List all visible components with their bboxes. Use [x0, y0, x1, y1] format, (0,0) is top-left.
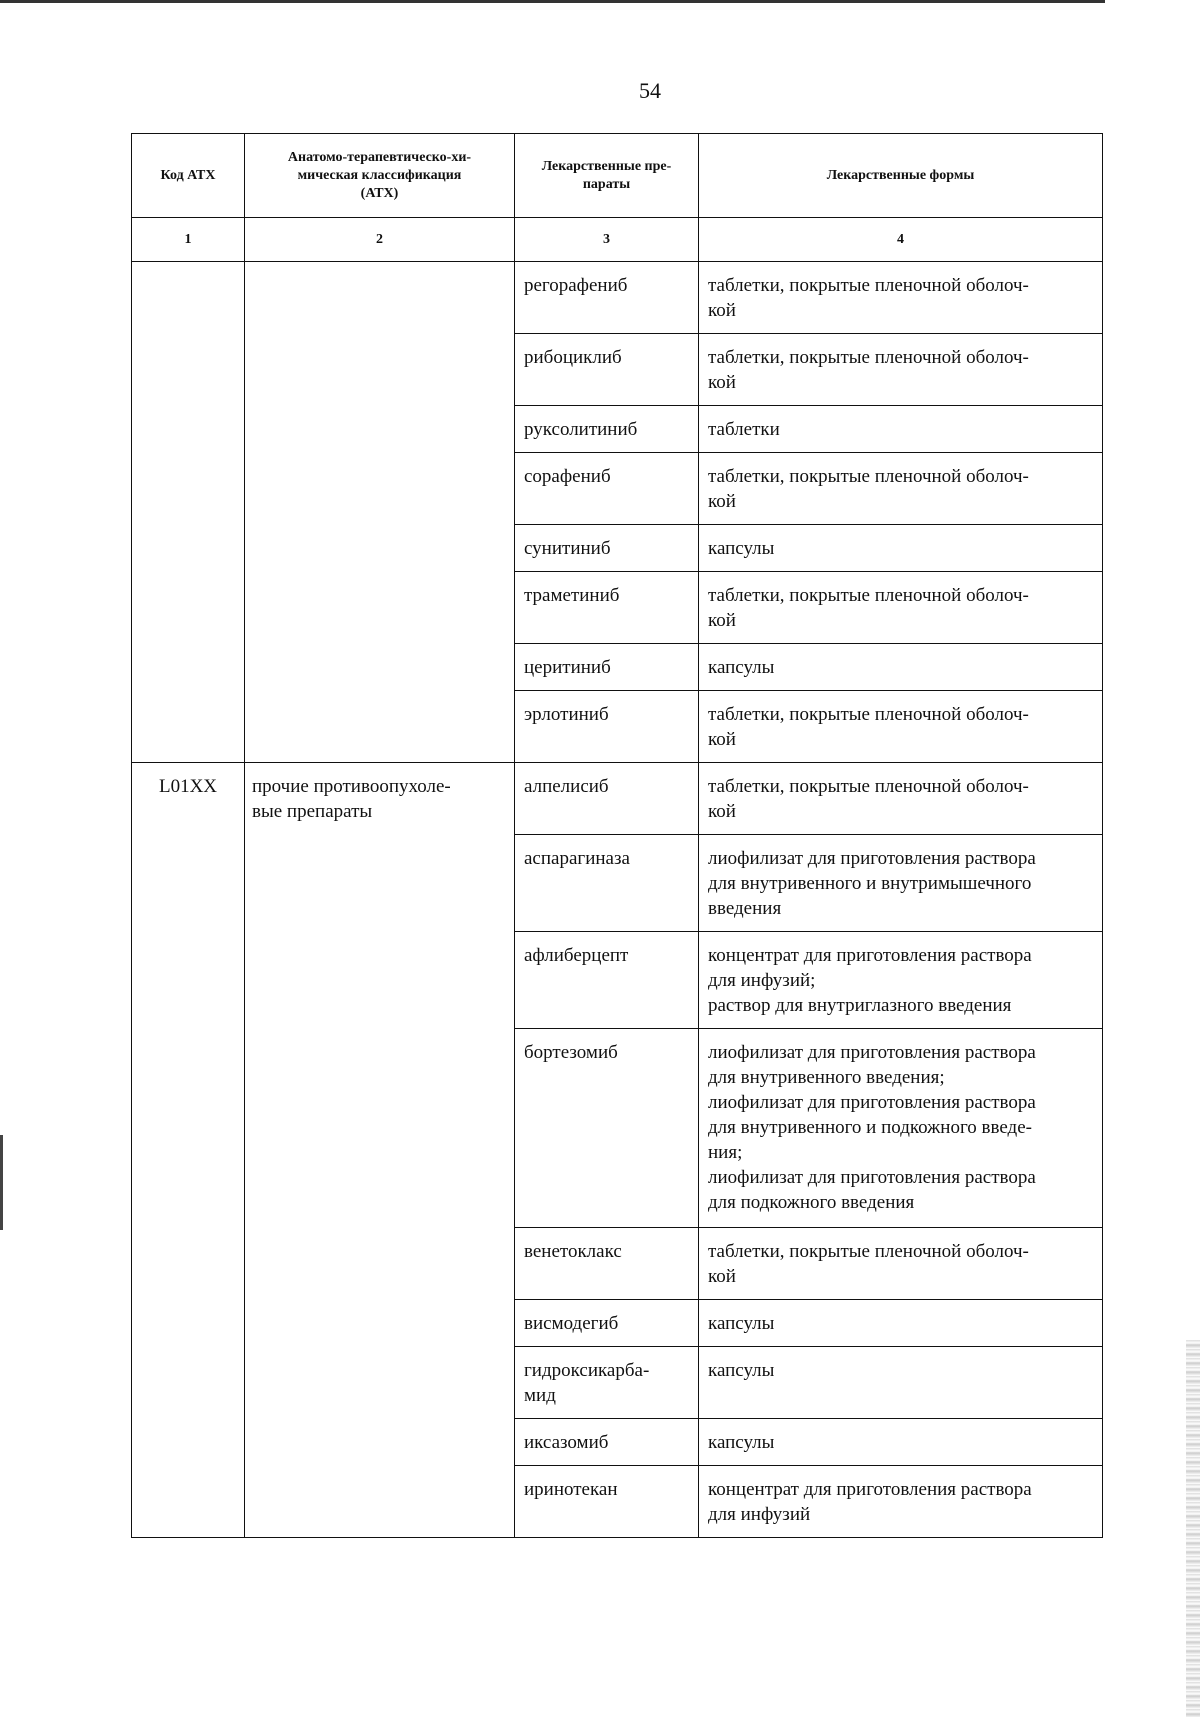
- scan-edge-artifact: [1186, 1340, 1200, 1717]
- dosage-form-cell: [699, 1300, 1103, 1347]
- dosage-form-cell: [699, 334, 1103, 406]
- dosage-form-cell: [699, 644, 1103, 691]
- dosage-form-line: лиофилизат для приготовления раствора: [708, 1167, 1036, 1188]
- dosage-form-line: концентрат для приготовления раствора: [708, 945, 1032, 966]
- dosage-form-cell: [699, 1228, 1103, 1300]
- dosage-form-line: таблетки, покрытые пленочной оболоч-: [708, 1241, 1029, 1262]
- drug-name-line: траметиниб: [524, 585, 620, 606]
- drug-cell: [515, 1347, 699, 1419]
- dosage-form-line: для внутривенного введения;: [708, 1067, 945, 1088]
- dosage-form-cell: [699, 525, 1103, 572]
- drug-name-line: сунитиниб: [524, 538, 611, 559]
- dosage-form-line: капсулы: [708, 1313, 775, 1334]
- dosage-form-line: таблетки, покрытые пленочной оболоч-: [708, 704, 1029, 725]
- drug-cell: [515, 406, 699, 453]
- drug-cell: [515, 334, 699, 406]
- dosage-form-line: кой: [708, 610, 736, 631]
- drug-name-line: рибоциклиб: [524, 347, 622, 368]
- dosage-form-line: ния;: [708, 1142, 743, 1163]
- dosage-form-line: кой: [708, 300, 736, 321]
- dosage-form-line: таблетки, покрытые пленочной оболоч-: [708, 347, 1029, 368]
- header-drugs: Лекарственные пре- параты: [515, 134, 699, 218]
- dosage-form-line: таблетки, покрытые пленочной оболоч-: [708, 776, 1029, 797]
- dosage-form-line: капсулы: [708, 538, 775, 559]
- dosage-form-line: таблетки: [708, 419, 780, 440]
- drug-name-line: афлиберцепт: [524, 945, 629, 966]
- drug-name-line: сорафениб: [524, 466, 611, 487]
- dosage-form-cell: [699, 572, 1103, 644]
- dosage-form-line: для подкожного введения: [708, 1192, 915, 1213]
- dosage-form-cell: [699, 763, 1103, 835]
- drug-name-line: регорафениб: [524, 275, 628, 296]
- drug-cell: [515, 572, 699, 644]
- dosage-form-line: капсулы: [708, 1360, 775, 1381]
- dosage-form-cell: [699, 1347, 1103, 1419]
- dosage-form-cell: [699, 835, 1103, 932]
- header-classification: Анатомо-терапевтическо-хи- мическая классификация (АТХ): [245, 134, 515, 218]
- column-number: 2: [245, 218, 515, 262]
- dosage-form-line: для инфузий;: [708, 970, 816, 991]
- dosage-form-line: концентрат для приготовления раствора: [708, 1479, 1032, 1500]
- dosage-form-line: таблетки, покрытые пленочной оболоч-: [708, 585, 1029, 606]
- dosage-form-line: для инфузий: [708, 1504, 811, 1525]
- classification-line: прочие противоопухоле-: [252, 776, 451, 797]
- classification-cell: [245, 262, 515, 763]
- dosage-form-cell: [699, 262, 1103, 334]
- drug-name-line: эрлотиниб: [524, 704, 609, 725]
- dosage-form-line: лиофилизат для приготовления раствора: [708, 1042, 1036, 1063]
- scan-top-border: [0, 0, 1105, 3]
- drug-cell: [515, 763, 699, 835]
- drug-cell: [515, 932, 699, 1029]
- dosage-form-cell: [699, 691, 1103, 763]
- drug-cell: [515, 1466, 699, 1538]
- dosage-form-line: таблетки, покрытые пленочной оболоч-: [708, 466, 1029, 487]
- dosage-form-line: кой: [708, 729, 736, 750]
- dosage-form-line: кой: [708, 1266, 736, 1287]
- dosage-form-line: кой: [708, 801, 736, 822]
- column-number-row: [132, 218, 1103, 262]
- dosage-form-line: для внутривенного и подкожного введе-: [708, 1117, 1032, 1138]
- drug-cell: [515, 1029, 699, 1228]
- drug-name-line: бортезомиб: [524, 1042, 618, 1063]
- dosage-form-cell: [699, 1419, 1103, 1466]
- table-row: [132, 763, 1103, 835]
- dosage-form-cell: [699, 453, 1103, 525]
- dosage-form-line: кой: [708, 491, 736, 512]
- dosage-form-cell: [699, 1466, 1103, 1538]
- table-row: [132, 262, 1103, 334]
- page-number: 54: [639, 78, 661, 103]
- column-number: 4: [699, 218, 1103, 262]
- dosage-form-line: кой: [708, 372, 736, 393]
- column-number: 1: [132, 218, 245, 262]
- dosage-form-cell: [699, 1029, 1103, 1228]
- drug-cell: [515, 453, 699, 525]
- drug-cell: [515, 1419, 699, 1466]
- header-row: [132, 134, 1103, 218]
- atc-code-cell: L01XX: [132, 763, 245, 1538]
- drug-name-line: иринотекан: [524, 1479, 618, 1500]
- drug-name-line: аспарагиназа: [524, 848, 630, 869]
- dosage-form-line: капсулы: [708, 657, 775, 678]
- dosage-form-line: лиофилизат для приготовления раствора: [708, 1092, 1036, 1113]
- column-number: 3: [515, 218, 699, 262]
- dosage-form-line: раствор для внутриглазного введения: [708, 995, 1012, 1016]
- classification-cell: [245, 763, 515, 1538]
- dosage-form-line: лиофилизат для приготовления раствора: [708, 848, 1036, 869]
- drug-name-line: алпелисиб: [524, 776, 609, 797]
- header-atc-code: Код АТХ: [132, 134, 245, 218]
- drug-cell: [515, 1300, 699, 1347]
- dosage-form-cell: [699, 932, 1103, 1029]
- drug-name-line: иксазомиб: [524, 1432, 609, 1453]
- dosage-form-line: для внутривенного и внутримышечного: [708, 873, 1032, 894]
- drug-name-line: венетоклакс: [524, 1241, 622, 1262]
- dosage-form-cell: [699, 406, 1103, 453]
- drug-cell: [515, 262, 699, 334]
- drug-name-line: висмодегиб: [524, 1313, 619, 1334]
- drug-cell: [515, 644, 699, 691]
- classification-line: вые препараты: [252, 801, 373, 822]
- drug-cell: [515, 691, 699, 763]
- header-dosage-forms: Лекарственные формы: [699, 134, 1103, 218]
- dosage-form-line: таблетки, покрытые пленочной оболоч-: [708, 275, 1029, 296]
- drug-cell: [515, 835, 699, 932]
- atc-table: [131, 133, 1103, 1538]
- atc-code-cell: [132, 262, 245, 763]
- dosage-form-line: введения: [708, 898, 782, 919]
- drug-cell: [515, 525, 699, 572]
- dosage-form-line: капсулы: [708, 1432, 775, 1453]
- drug-name-line: церитиниб: [524, 657, 611, 678]
- drug-name-line: мид: [524, 1385, 556, 1406]
- drug-name-line: гидроксикарба-: [524, 1360, 650, 1381]
- drug-cell: [515, 1228, 699, 1300]
- scan-left-mark: [0, 1135, 3, 1230]
- drug-name-line: руксолитиниб: [524, 419, 638, 440]
